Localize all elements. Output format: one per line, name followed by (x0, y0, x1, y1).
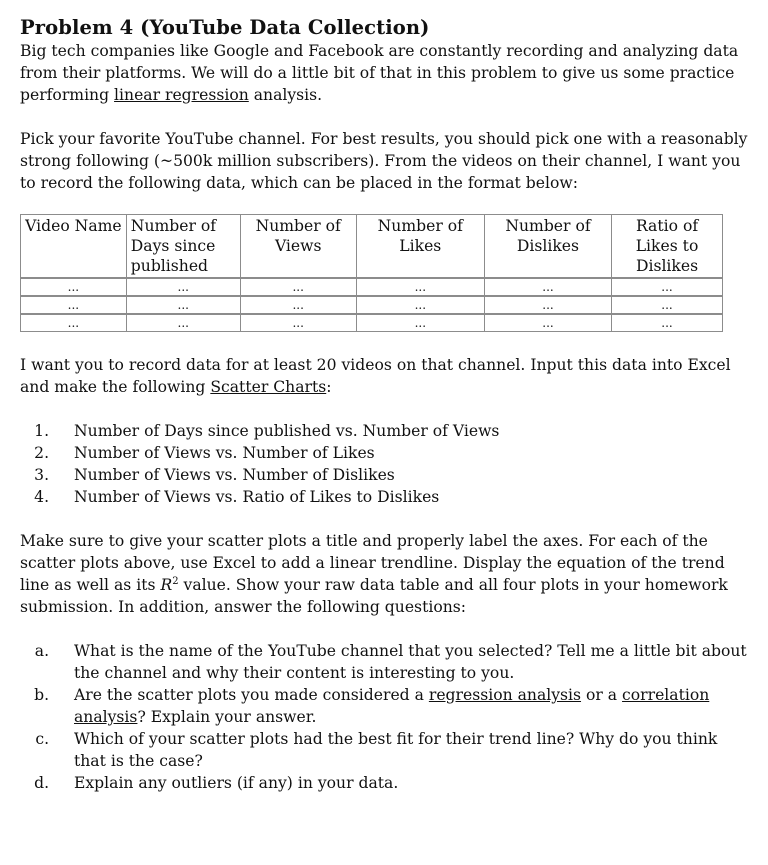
question-list (20, 640, 748, 794)
question-d: d. Explain any outliers (if any) in your data. (54, 772, 748, 794)
table-header-row (21, 215, 723, 279)
regression-analysis-link[interactable]: regression analysis (428, 686, 582, 704)
intro-paragraph (20, 40, 748, 106)
table-cell: ... (240, 278, 356, 296)
table-cell: ... (612, 278, 723, 296)
problem-title: Problem 4 (YouTube Data Collection) (20, 16, 430, 39)
question-c: c. Which of your scatter plots had the best fit for their trend line? Why do you think that is the case? (54, 728, 748, 772)
data-format-table (20, 214, 723, 332)
header-views: Number of Views (240, 215, 356, 279)
list-item: 4. Number of Views vs. Ratio of Likes to Dislikes (54, 486, 748, 508)
table-row (21, 278, 723, 296)
list-item: 2. Number of Views vs. Number of Likes (54, 442, 748, 464)
question-a: a. What is the name of the YouTube channel that you selected? Tell me a little bit about the channel and why their content is interesting to you. (54, 640, 748, 684)
table-cell: ... (21, 296, 127, 314)
list-item: 1. Number of Days since published vs. Number of Views (54, 420, 748, 442)
header-days-since-published: Number of Days since published (126, 215, 240, 279)
intro-text: Big tech companies like Google and Facebook are constantly recording and analyzing data from their platforms. We will do a little bit of that in this problem to give us some practice performing (20, 42, 739, 104)
table-cell: ... (612, 314, 723, 332)
correlation-analysis-link[interactable]: correlation analysis (74, 686, 710, 726)
r-symbol: R (160, 576, 173, 594)
header-video-name: Video Name (21, 215, 127, 279)
instructions-paragraph: Pick your favorite YouTube channel. For best results, you should pick one with a reasonably strong following (~500k million subscribers). From the videos on their channel, I want you to record the following data, which can be placed in the format below: (20, 130, 748, 192)
table-row (21, 296, 723, 314)
question-b-text: Are the scatter plots you made considered a (74, 686, 429, 704)
table-cell: ... (484, 314, 611, 332)
record-text: I want you to record data for at least 20 videos on that channel. Input this data into Excel and make the following (20, 356, 731, 396)
plots-paragraph (20, 530, 748, 618)
table-cell: ... (484, 296, 611, 314)
r-superscript: 2 (172, 575, 179, 587)
scatter-charts-link[interactable]: Scatter Charts (210, 378, 327, 396)
header-dislikes: Number of Dislikes (484, 215, 611, 279)
question-b (54, 684, 748, 728)
plots-text: Make sure to give your scatter plots a title and properly label the axes. For each of the scatter plots above, use Excel to add a linear trendline. Display the equation of the trend line as well as its (20, 532, 725, 594)
table-cell: ... (484, 278, 611, 296)
table-cell: ... (126, 314, 240, 332)
question-b-text-end: ? Explain your answer. (137, 708, 317, 726)
header-likes: Number of Likes (356, 215, 484, 279)
intro-text-end: analysis. (248, 86, 323, 104)
header-ratio: Ratio of Likes to Dislikes (612, 215, 723, 279)
table-cell: ... (240, 296, 356, 314)
table-row (21, 314, 723, 332)
record-text-end: : (326, 378, 332, 396)
table-cell: ... (240, 314, 356, 332)
question-b-text-mid: or a (581, 686, 623, 704)
table-cell: ... (126, 278, 240, 296)
linear-regression-link[interactable]: linear regression (114, 86, 249, 104)
table-cell: ... (356, 278, 484, 296)
list-item: 3. Number of Views vs. Number of Dislikes (54, 464, 748, 486)
scatter-chart-list (20, 420, 748, 508)
table-cell: ... (21, 314, 127, 332)
table-cell: ... (612, 296, 723, 314)
plots-text-end: value. Show your raw data table and all four plots in your homework submission. In addition, answer the following questions: (20, 576, 728, 616)
record-paragraph (20, 354, 748, 398)
table-cell: ... (126, 296, 240, 314)
table-cell: ... (356, 314, 484, 332)
table-cell: ... (356, 296, 484, 314)
table-cell: ... (21, 278, 127, 296)
